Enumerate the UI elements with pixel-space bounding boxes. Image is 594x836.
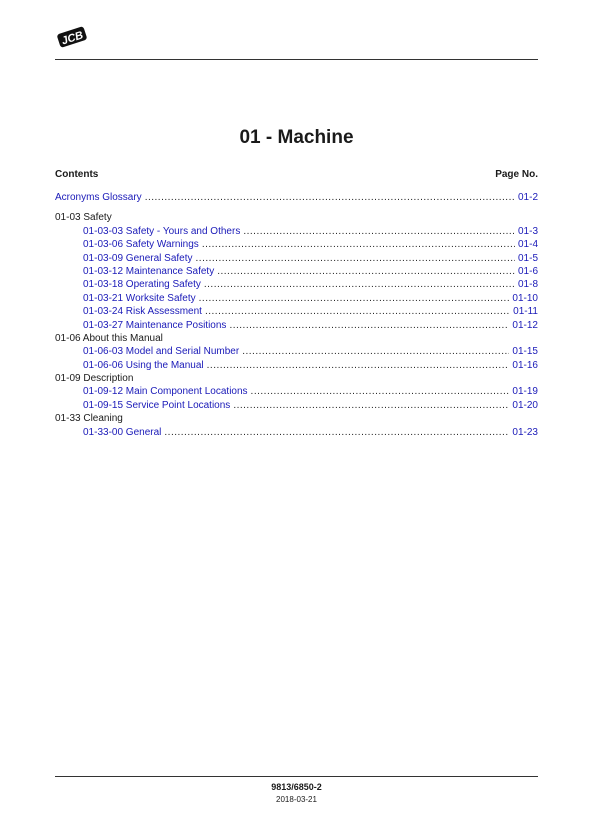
- dot-leader: [196, 252, 515, 265]
- dot-leader: [205, 305, 510, 318]
- toc-entry[interactable]: [55, 385, 538, 398]
- toc-entry-page[interactable]: 01-19: [512, 386, 538, 398]
- toc-entry[interactable]: [55, 345, 538, 358]
- dot-leader: [164, 426, 509, 439]
- document-number: 9813/6850-2: [271, 782, 322, 792]
- toc-entry[interactable]: [55, 265, 538, 278]
- toc-entry-page[interactable]: 01-8: [517, 279, 538, 291]
- toc-entry[interactable]: [55, 238, 538, 251]
- header-rule: [55, 59, 538, 60]
- toc-entry-page[interactable]: 01-5: [517, 252, 538, 264]
- dot-leader: [242, 345, 509, 358]
- toc-entry-page[interactable]: 01-16: [512, 359, 538, 371]
- toc-entry-label[interactable]: 01-03-27 Maintenance Positions: [83, 319, 227, 331]
- toc-entry[interactable]: [55, 399, 538, 412]
- toc-entry[interactable]: [55, 426, 538, 439]
- toc-entry-acronyms[interactable]: [55, 191, 538, 204]
- toc-entry-label[interactable]: 01-09-15 Service Point Locations: [83, 399, 231, 411]
- dot-leader: [204, 278, 515, 291]
- page-no-label: Page No.: [495, 169, 538, 180]
- dot-leader: [207, 359, 510, 372]
- contents-label: Contents: [55, 169, 99, 180]
- toc-group-heading: 01-09 Description: [55, 373, 134, 385]
- toc-entry[interactable]: [55, 292, 538, 305]
- toc-entry-page[interactable]: 01-12: [512, 319, 538, 331]
- toc-group-heading: 01-06 About this Manual: [55, 332, 163, 344]
- toc-entry-label[interactable]: 01-03-09 General Safety: [83, 252, 193, 264]
- toc-entry-label[interactable]: 01-03-03 Safety - Yours and Others: [83, 225, 241, 237]
- toc-entry-page[interactable]: 01-11: [513, 306, 538, 318]
- toc-entry-label[interactable]: 01-03-21 Worksite Safety: [83, 292, 196, 304]
- dot-leader: [199, 292, 510, 305]
- jcb-logo: [55, 26, 89, 48]
- toc-entry-page[interactable]: 01-20: [512, 399, 538, 411]
- toc-entry-label[interactable]: 01-33-00 General: [83, 426, 162, 438]
- toc-entry-label[interactable]: 01-03-24 Risk Assessment: [83, 306, 202, 318]
- dot-leader: [229, 319, 509, 332]
- toc-entry-page[interactable]: 01-10: [512, 292, 538, 304]
- toc-entry-page[interactable]: 01-3: [517, 225, 538, 237]
- toc-entry[interactable]: [55, 359, 538, 372]
- toc-entry-label[interactable]: 01-06-03 Model and Serial Number: [83, 346, 240, 358]
- toc-entry-page[interactable]: 01-23: [512, 426, 538, 438]
- dot-leader: [202, 238, 515, 251]
- toc-entry-label[interactable]: 01-09-12 Main Component Locations: [83, 386, 248, 398]
- toc-entry-page[interactable]: 01-2: [517, 192, 538, 203]
- toc-entry[interactable]: [55, 278, 538, 291]
- toc-entry-label[interactable]: 01-06-06 Using the Manual: [83, 359, 204, 371]
- dot-leader: [233, 399, 509, 412]
- footer-rule: [55, 776, 538, 777]
- toc-entry-page[interactable]: 01-6: [517, 265, 538, 277]
- toc-entry-label[interactable]: 01-03-06 Safety Warnings: [83, 239, 199, 251]
- dot-leader: [251, 385, 510, 398]
- svg-text:JCB: JCB: [60, 29, 85, 48]
- document-date: 2018-03-21: [276, 795, 317, 804]
- toc-entry[interactable]: [55, 225, 538, 238]
- dot-leader: [217, 265, 515, 278]
- toc-entry-page[interactable]: 01-4: [517, 239, 538, 251]
- dot-leader: [145, 191, 515, 204]
- toc-entry[interactable]: [55, 319, 538, 332]
- page-title: 01 - Machine: [239, 127, 354, 148]
- dot-leader: [243, 225, 515, 238]
- toc-entry[interactable]: [55, 305, 538, 318]
- toc-header: [55, 169, 538, 180]
- table-of-contents: [55, 191, 538, 439]
- toc-group-heading: 01-33 Cleaning: [55, 413, 123, 425]
- toc-entry-label[interactable]: 01-03-18 Operating Safety: [83, 279, 201, 291]
- toc-entry-label[interactable]: Acronyms Glossary: [55, 192, 142, 203]
- toc-entry[interactable]: [55, 252, 538, 265]
- toc-entry-label[interactable]: 01-03-12 Maintenance Safety: [83, 265, 215, 277]
- toc-entry-page[interactable]: 01-15: [512, 346, 538, 358]
- toc-group-heading: 01-03 Safety: [55, 212, 112, 224]
